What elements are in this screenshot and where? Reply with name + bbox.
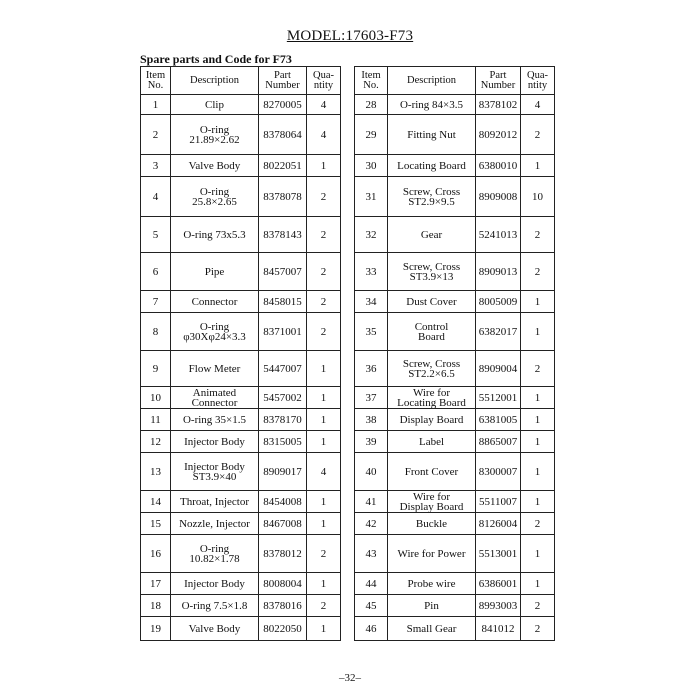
- part-number: 8909008: [476, 177, 521, 217]
- header-part-number: Part Number: [476, 67, 521, 95]
- table-row: [355, 253, 555, 291]
- part-number: 5512001: [476, 387, 521, 409]
- part-number: 5241013: [476, 217, 521, 253]
- part-number: 8909004: [476, 351, 521, 387]
- item-number: 39: [355, 431, 388, 453]
- item-number: 43: [355, 535, 388, 573]
- part-number: 5457002: [259, 387, 307, 409]
- item-number: 8: [141, 313, 171, 351]
- description: [388, 351, 476, 387]
- quantity: 1: [307, 351, 341, 387]
- description: [388, 291, 476, 313]
- quantity: 1: [307, 409, 341, 431]
- quantity: 2: [307, 535, 341, 573]
- description: [171, 453, 259, 491]
- description-line: O-ring 7.5×1.8: [181, 599, 248, 612]
- part-number: 6381005: [476, 409, 521, 431]
- table-row: [141, 453, 341, 491]
- item-number: 13: [141, 453, 171, 491]
- table-row: [355, 491, 555, 513]
- table-row: [355, 177, 555, 217]
- description-line: Injector Body: [184, 577, 245, 590]
- description: [171, 95, 259, 115]
- table-row: [355, 155, 555, 177]
- description: [171, 595, 259, 617]
- table-row: [355, 387, 555, 409]
- item-number: 41: [355, 491, 388, 513]
- description-line: Screw, Cross: [402, 260, 461, 273]
- part-number: 8300007: [476, 453, 521, 491]
- item-number: 12: [141, 431, 171, 453]
- description: [171, 217, 259, 253]
- table-row: [355, 313, 555, 351]
- description-line: Locating Board: [397, 159, 466, 172]
- header-quantity: Qua- ntity: [307, 67, 341, 95]
- table-row: [141, 313, 341, 351]
- part-number: 6386001: [476, 573, 521, 595]
- description-line: Screw, Cross: [402, 185, 461, 198]
- description: [388, 95, 476, 115]
- table-row: [141, 491, 341, 513]
- description: [171, 431, 259, 453]
- quantity: 1: [521, 155, 555, 177]
- description: [388, 115, 476, 155]
- part-number: 5447007: [259, 351, 307, 387]
- description: [388, 491, 476, 513]
- table-row: [141, 115, 341, 155]
- part-number: 8378012: [259, 535, 307, 573]
- description-line: Connector: [191, 396, 238, 409]
- quantity: 1: [307, 513, 341, 535]
- quantity: 2: [521, 617, 555, 641]
- part-number: 6382017: [476, 313, 521, 351]
- page-number: –32–: [339, 672, 361, 684]
- description: [171, 409, 259, 431]
- description-line: O-ring 35×1.5: [182, 413, 247, 426]
- quantity: 2: [307, 253, 341, 291]
- table-row: [141, 291, 341, 313]
- table-caption: Spare parts and Code for F73: [140, 52, 292, 66]
- quantity: 1: [307, 431, 341, 453]
- part-number: 8378078: [259, 177, 307, 217]
- table-row: [355, 535, 555, 573]
- table-row: [355, 217, 555, 253]
- quantity: 1: [307, 617, 341, 641]
- part-number: 8022051: [259, 155, 307, 177]
- description-line: Locating Board: [397, 396, 466, 409]
- item-number: 11: [141, 409, 171, 431]
- quantity: 2: [307, 595, 341, 617]
- part-number: 8371001: [259, 313, 307, 351]
- description-line: O-ring 84×3.5: [399, 98, 464, 111]
- part-number: 8467008: [259, 513, 307, 535]
- quantity: 2: [521, 115, 555, 155]
- description-line: ST3.9×13: [409, 270, 454, 283]
- item-number: 19: [141, 617, 171, 641]
- item-number: 4: [141, 177, 171, 217]
- description: [388, 217, 476, 253]
- description: [388, 617, 476, 641]
- item-number: 15: [141, 513, 171, 535]
- description: [388, 453, 476, 491]
- description: [388, 573, 476, 595]
- description-line: Board: [418, 330, 445, 343]
- quantity: 4: [521, 95, 555, 115]
- table-row: [141, 253, 341, 291]
- description-line: Flow Meter: [188, 362, 241, 375]
- description: [388, 431, 476, 453]
- item-number: 14: [141, 491, 171, 513]
- quantity: 2: [307, 217, 341, 253]
- description: [171, 177, 259, 217]
- table-row: [355, 95, 555, 115]
- description-line: ST2.9×9.5: [408, 195, 455, 208]
- quantity: 1: [521, 491, 555, 513]
- description: [388, 387, 476, 409]
- description-line: 25.8×2.65: [192, 195, 237, 208]
- description: [171, 313, 259, 351]
- description: [171, 387, 259, 409]
- description-line: Front Cover: [404, 465, 459, 478]
- part-number: 8909017: [259, 453, 307, 491]
- table-row: [141, 573, 341, 595]
- part-number: 8092012: [476, 115, 521, 155]
- part-number: 8378143: [259, 217, 307, 253]
- header-row: [355, 67, 555, 95]
- part-number: 8457007: [259, 253, 307, 291]
- description-line: Throat, Injector: [179, 495, 250, 508]
- item-number: 3: [141, 155, 171, 177]
- part-number: 8005009: [476, 291, 521, 313]
- parts-table-right: [354, 66, 555, 641]
- table-row: [141, 95, 341, 115]
- item-number: 6: [141, 253, 171, 291]
- item-number: 44: [355, 573, 388, 595]
- quantity: 1: [521, 573, 555, 595]
- description-line: φ30Xφ24×3.3: [183, 330, 246, 343]
- quantity: 1: [307, 573, 341, 595]
- description-line: 10.82×1.78: [189, 552, 240, 565]
- quantity: 2: [307, 313, 341, 351]
- description: [171, 253, 259, 291]
- table-row: [355, 453, 555, 491]
- table-row: [141, 595, 341, 617]
- part-number: 8909013: [476, 253, 521, 291]
- description: [388, 155, 476, 177]
- description-line: Wire for: [412, 490, 451, 503]
- item-number: 32: [355, 217, 388, 253]
- description-line: Display Board: [399, 413, 464, 426]
- table-row: [141, 431, 341, 453]
- item-number: 33: [355, 253, 388, 291]
- description-line: Nozzle, Injector: [179, 517, 250, 530]
- description: [171, 115, 259, 155]
- description-line: Buckle: [415, 517, 448, 530]
- description-line: O-ring: [199, 185, 230, 198]
- quantity: 1: [521, 291, 555, 313]
- item-number: 17: [141, 573, 171, 595]
- description: [171, 535, 259, 573]
- quantity: 1: [521, 453, 555, 491]
- description: [171, 351, 259, 387]
- description-line: O-ring: [199, 542, 230, 555]
- part-number: 8315005: [259, 431, 307, 453]
- quantity: 2: [521, 513, 555, 535]
- item-number: 36: [355, 351, 388, 387]
- part-number: 8865007: [476, 431, 521, 453]
- item-number: 38: [355, 409, 388, 431]
- description-line: Wire for Power: [397, 547, 466, 560]
- quantity: 2: [521, 595, 555, 617]
- description: [388, 313, 476, 351]
- description: [388, 513, 476, 535]
- item-number: 18: [141, 595, 171, 617]
- part-number: 8378102: [476, 95, 521, 115]
- description-line: Wire for: [412, 386, 451, 399]
- description-line: Clip: [205, 98, 224, 111]
- table-row: [141, 177, 341, 217]
- quantity: 1: [307, 155, 341, 177]
- description-line: Small Gear: [406, 622, 457, 635]
- part-number: 8454008: [259, 491, 307, 513]
- quantity: 2: [521, 253, 555, 291]
- quantity: 2: [521, 351, 555, 387]
- header-description: Description: [171, 67, 259, 95]
- item-number: 45: [355, 595, 388, 617]
- item-number: 1: [141, 95, 171, 115]
- description-line: ST2.2×6.5: [408, 367, 455, 380]
- part-number: 8378064: [259, 115, 307, 155]
- description-line: Pin: [424, 599, 439, 612]
- header-description: Description: [388, 67, 476, 95]
- item-number: 2: [141, 115, 171, 155]
- description-line: O-ring: [199, 123, 230, 136]
- table-row: [141, 513, 341, 535]
- description: [388, 253, 476, 291]
- table-row: [355, 595, 555, 617]
- description-line: Connector: [191, 295, 238, 308]
- part-number: 8126004: [476, 513, 521, 535]
- table-row: [355, 351, 555, 387]
- table-row: [355, 409, 555, 431]
- table-row: [141, 155, 341, 177]
- part-number: 8993003: [476, 595, 521, 617]
- description-line: Pipe: [204, 265, 225, 278]
- description-line: Probe wire: [407, 577, 456, 590]
- part-number: 8378170: [259, 409, 307, 431]
- quantity: 1: [521, 387, 555, 409]
- description: [388, 595, 476, 617]
- description: [171, 513, 259, 535]
- quantity: 1: [521, 409, 555, 431]
- header-item-no: Item No.: [355, 67, 388, 95]
- header-part-number: Part Number: [259, 67, 307, 95]
- item-number: 42: [355, 513, 388, 535]
- description: [388, 409, 476, 431]
- table-row: [355, 115, 555, 155]
- description-line: Valve Body: [188, 159, 241, 172]
- item-number: 28: [355, 95, 388, 115]
- quantity: 4: [307, 453, 341, 491]
- description: [388, 177, 476, 217]
- item-number: 7: [141, 291, 171, 313]
- table-row: [355, 513, 555, 535]
- item-number: 9: [141, 351, 171, 387]
- part-number: 5513001: [476, 535, 521, 573]
- quantity: 2: [307, 177, 341, 217]
- table-row: [141, 351, 341, 387]
- description: [171, 491, 259, 513]
- description: [171, 617, 259, 641]
- description: [171, 291, 259, 313]
- description-line: O-ring: [199, 320, 230, 333]
- table-row: [355, 431, 555, 453]
- header-quantity: Qua- ntity: [521, 67, 555, 95]
- quantity: 1: [307, 387, 341, 409]
- description-line: Animated: [192, 386, 237, 399]
- part-number: 6380010: [476, 155, 521, 177]
- item-number: 35: [355, 313, 388, 351]
- item-number: 40: [355, 453, 388, 491]
- description-line: Dust Cover: [406, 295, 457, 308]
- header-item-no: Item No.: [141, 67, 171, 95]
- description-line: Screw, Cross: [402, 357, 461, 370]
- part-number: 8008004: [259, 573, 307, 595]
- table-row: [355, 573, 555, 595]
- part-number: 841012: [476, 617, 521, 641]
- item-number: 46: [355, 617, 388, 641]
- table-row: [141, 217, 341, 253]
- part-number: 8378016: [259, 595, 307, 617]
- quantity: 1: [521, 535, 555, 573]
- description-line: Injector Body: [184, 435, 245, 448]
- part-number: 8022050: [259, 617, 307, 641]
- description-line: Label: [418, 435, 445, 448]
- description-line: Valve Body: [188, 622, 241, 635]
- item-number: 30: [355, 155, 388, 177]
- description-line: 21.89×2.62: [189, 133, 240, 146]
- quantity: 1: [307, 491, 341, 513]
- quantity: 1: [521, 431, 555, 453]
- description-line: Injector Body: [184, 460, 245, 473]
- quantity: 2: [307, 291, 341, 313]
- quantity: 2: [521, 217, 555, 253]
- quantity: 1: [521, 313, 555, 351]
- item-number: 34: [355, 291, 388, 313]
- quantity: 4: [307, 95, 341, 115]
- description-line: Control: [414, 320, 449, 333]
- item-number: 29: [355, 115, 388, 155]
- table-row: [141, 535, 341, 573]
- item-number: 37: [355, 387, 388, 409]
- parts-table-left: [140, 66, 341, 641]
- description-line: O-ring 73x5.3: [183, 228, 246, 241]
- page-title: MODEL:17603-F73: [286, 28, 414, 44]
- table-row: [141, 617, 341, 641]
- part-number: 8270005: [259, 95, 307, 115]
- quantity: 4: [307, 115, 341, 155]
- description: [388, 535, 476, 573]
- quantity: 10: [521, 177, 555, 217]
- item-number: 5: [141, 217, 171, 253]
- header-row: [141, 67, 341, 95]
- description: [171, 573, 259, 595]
- description-line: ST3.9×40: [192, 470, 237, 483]
- description: [171, 155, 259, 177]
- description-line: Gear: [420, 228, 443, 241]
- part-number: 5511007: [476, 491, 521, 513]
- description-line: Fitting Nut: [407, 128, 456, 141]
- item-number: 31: [355, 177, 388, 217]
- table-row: [141, 387, 341, 409]
- table-row: [141, 409, 341, 431]
- item-number: 16: [141, 535, 171, 573]
- description-line: Display Board: [399, 500, 464, 513]
- part-number: 8458015: [259, 291, 307, 313]
- item-number: 10: [141, 387, 171, 409]
- table-row: [355, 291, 555, 313]
- table-row: [355, 617, 555, 641]
